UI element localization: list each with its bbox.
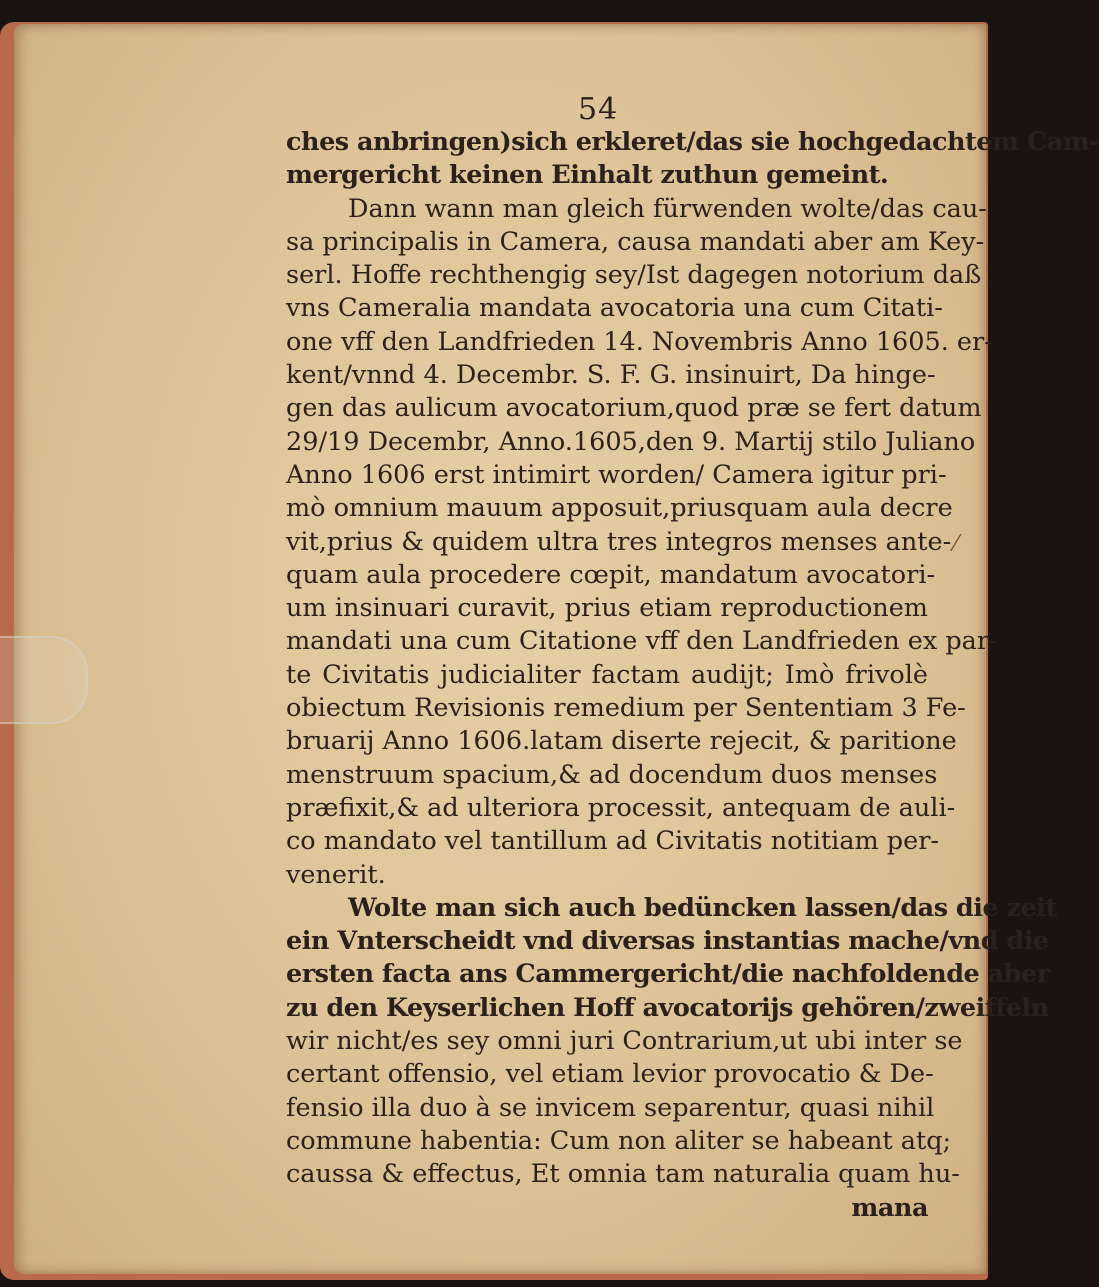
text-line: mergericht keinen Einhalt zuthun gemeint. — [286, 160, 889, 191]
text-line: ersten facta ans Cammergericht/die nachfoldende aber — [286, 959, 1050, 990]
text-line: te Civitatis judicialiter factam audijt; Imò frivolè — [286, 659, 928, 690]
text-line: venerit. — [286, 859, 386, 890]
text-line: mò omnium mauum apposuit,priusquam aula decre — [286, 493, 953, 524]
text-line: bruarij Anno 1606.latam diserte rejecit, & paritione — [286, 726, 957, 757]
text-line: um insinuari curavit, prius etiam reproductionem — [286, 593, 928, 624]
text-line: sa principalis in Camera, causa mandati aber am Key- — [286, 226, 985, 257]
text-line: one vff den Landfrieden 14. Novembris Anno 1605. er- — [286, 326, 993, 357]
text-line: gen das aulicum avocatorium,quod præ se fert datum — [286, 393, 982, 424]
text-line: 29/19 Decembr, Anno.1605,den 9. Martij stilo Juliano — [286, 426, 976, 457]
marginal-mark: ⁄ — [954, 532, 958, 557]
text-line: quam aula procedere cœpit, mandatum avocatori- — [286, 559, 936, 590]
text-line: ein Vnterscheidt vnd diversas instantias mache/vnd die — [286, 926, 1049, 957]
text-line: Dann wann man gleich fürwenden wolte/das cau- — [348, 193, 987, 224]
text-line: wir nicht/es sey omni juri Contrarium,ut ubi inter se — [286, 1026, 963, 1057]
text-line: menstruum spacium,& ad docendum duos menses — [286, 759, 938, 790]
text-line: kent/vnnd 4. Decembr. S. F. G. insinuirt, Da hinge- — [286, 360, 936, 391]
text-line: commune habentia: Cum non aliter se habeant atq; — [286, 1125, 952, 1156]
text-line: obiectum Revisionis remedium per Sententiam 3 Fe- — [286, 693, 966, 724]
text-line: fensio illa duo à se invicem separentur, quasi nihil — [286, 1092, 935, 1123]
text-line: mandati una cum Citatione vff den Landfrieden ex par- — [286, 626, 998, 657]
text-line: certant offensio, vel etiam levior provocatio & De- — [286, 1059, 934, 1090]
text-line: vit,prius & quidem ultra tres integros menses ante- — [286, 526, 952, 557]
catchword: mana — [851, 1192, 928, 1223]
text-line: Anno 1606 erst intimirt worden/ Camera igitur pri- — [286, 459, 947, 490]
text-line: ches anbringen)sich erkleret/das sie hochgedachtem Cam- — [286, 127, 1099, 157]
text-line: co mandato vel tantillum ad Civitatis notitiam per- — [286, 826, 940, 857]
text-line: serl. Hoffe rechthengig sey/Ist dagegen notorium daß — [286, 260, 982, 291]
page-number: 54 — [578, 92, 619, 127]
text-line: vns Cameralia mandata avocatoria una cum Citati- — [286, 293, 943, 324]
text-line: zu den Keyserlichen Hoff avocatorijs gehören/zweiffeln — [286, 992, 1049, 1023]
text-line: præfixit,& ad ulteriora processit, antequam de auli- — [286, 792, 956, 823]
page-clip — [0, 636, 88, 724]
text-line: Wolte man sich auch bedüncken lassen/das die zeit — [348, 892, 1057, 923]
body-text — [286, 126, 1099, 1225]
text-line: caussa & effectus, Et omnia tam naturalia quam hu- — [286, 1159, 960, 1190]
